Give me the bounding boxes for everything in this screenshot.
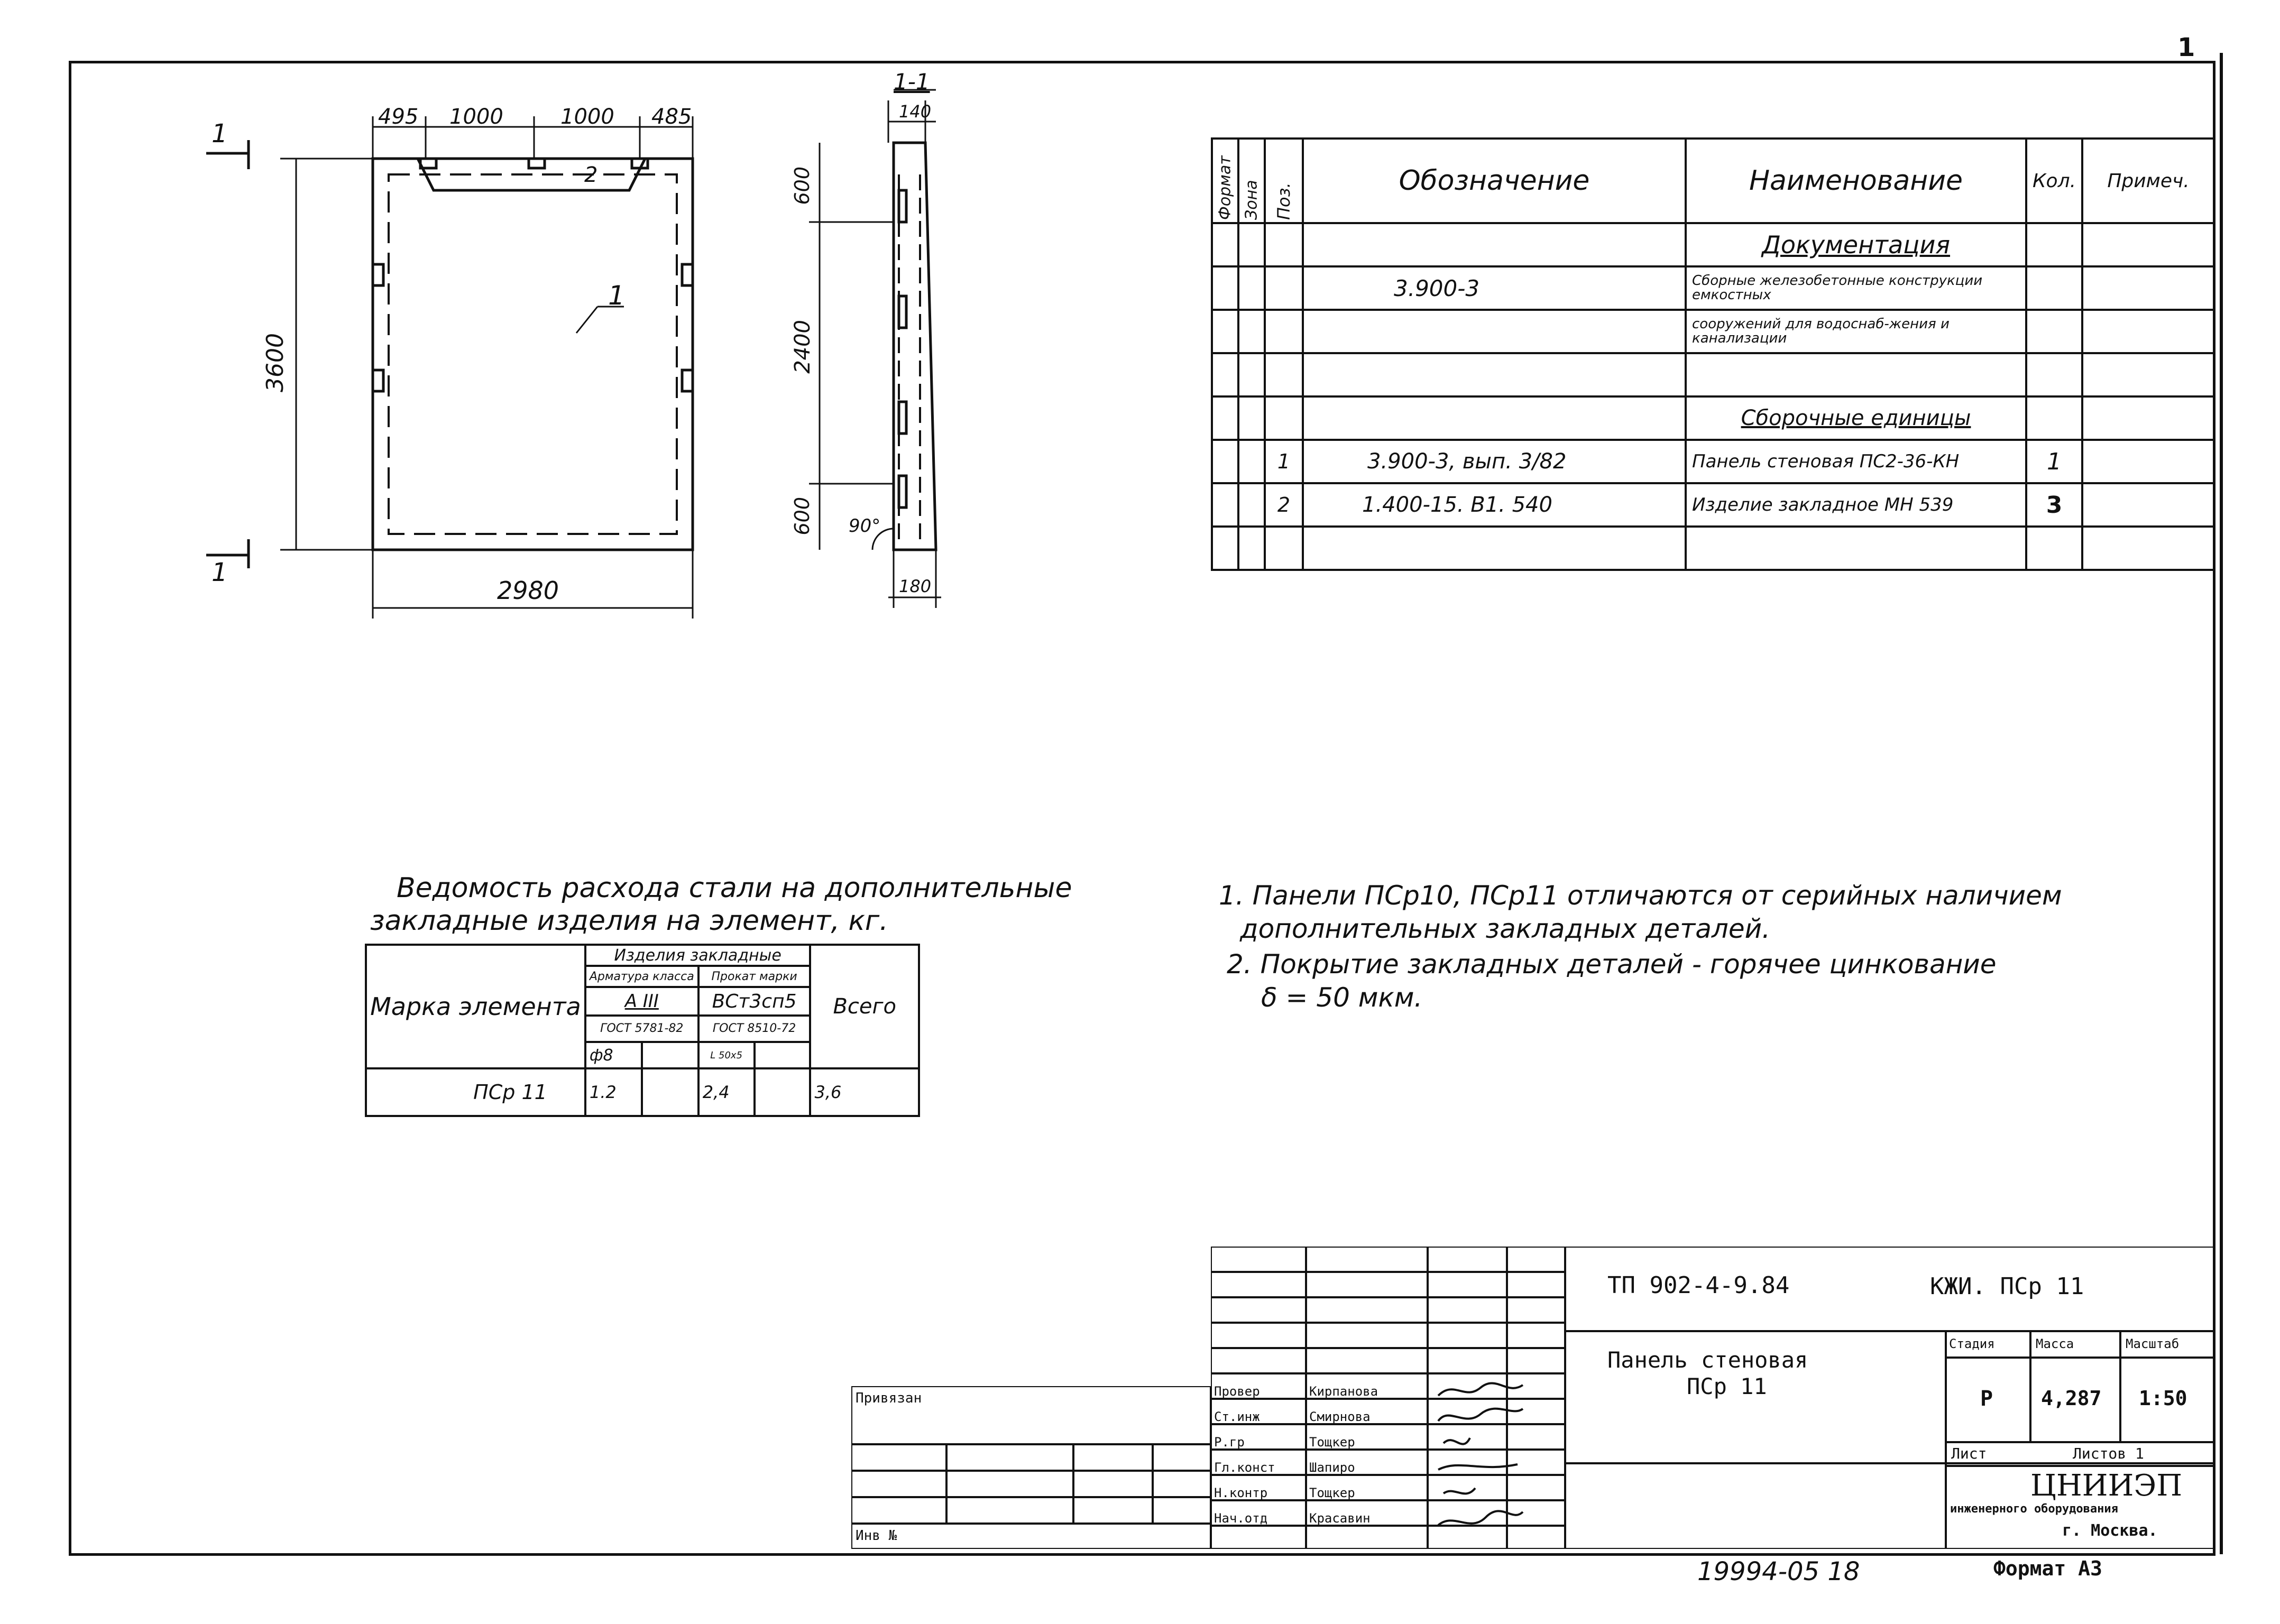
table-row <box>1212 527 2214 570</box>
section-title: 1-1 <box>894 69 930 95</box>
steel-col-b-type: Прокат марки <box>698 966 811 987</box>
section-dim-top: 600 <box>790 167 814 205</box>
signer-role-2: Ст.инж <box>1214 1409 1260 1424</box>
steel-mark-header-text: Марка элемента <box>370 992 581 1021</box>
organization-name: ЦНИИЭП <box>2030 1469 2183 1503</box>
spec-row-designation: 1.400-15. В1. 540 <box>1303 483 1686 527</box>
callout-part-1: 1 <box>608 280 625 311</box>
signer-role-1: Провер <box>1214 1384 1260 1399</box>
spec-row-name: Документация <box>1686 223 2026 266</box>
steel-total-header: Всего <box>810 945 919 1068</box>
steel-table-title-2: закладные изделия на элемент, кг. <box>370 905 888 937</box>
spec-row-name: Сборочные единицы <box>1686 396 2026 440</box>
scale-value: 1:50 <box>2139 1387 2187 1410</box>
spec-row-name-text: Сборные железобетонные конструкции емкостных <box>1692 273 1983 303</box>
signatures <box>1433 1380 1539 1549</box>
stage-label: Стадия <box>1949 1336 1995 1351</box>
section-dim-middle: 2400 <box>790 320 815 374</box>
note-1-cont: дополнительных закладных деталей. <box>1240 914 1771 944</box>
spec-row-pos: 2 <box>1265 483 1303 527</box>
spec-header-name: Наименование <box>1686 139 2026 223</box>
steel-col-a-gost: ГОСТ 5781-82 <box>585 1016 698 1042</box>
privyazan-block <box>851 1386 1211 1549</box>
front-view-dashed <box>389 174 677 534</box>
spec-row-designation: 3.900-3, вып. 3/82 <box>1303 440 1686 483</box>
table-row <box>1212 310 2214 353</box>
signer-name-4: Шапиро <box>1309 1460 1355 1475</box>
table-row <box>1212 396 2214 440</box>
stage-value: Р <box>1980 1387 1993 1411</box>
steel-group-header: Изделия закладные <box>585 945 811 966</box>
spec-header-pos: Поз. <box>1265 139 1303 223</box>
page-number-mark: 1 <box>2177 33 2195 62</box>
section-dim-bottom: 600 <box>790 497 814 536</box>
steel-row-a: 1.2 <box>585 1068 642 1116</box>
sheet-code: КЖИ. ПСр 11 <box>1930 1273 2084 1300</box>
steel-col-a-dia: ф8 <box>585 1042 642 1068</box>
steel-row-mark: ПСр 11 <box>366 1068 585 1116</box>
mass-label: Масса <box>2036 1336 2074 1351</box>
table-row <box>1212 440 2214 483</box>
front-dim-top-2: 1000 <box>449 105 503 129</box>
table-row <box>1212 266 2214 310</box>
sheet-label: Лист <box>1951 1445 1987 1462</box>
signer-role-4: Гл.конст <box>1214 1460 1275 1475</box>
front-width-dim: 2980 <box>497 576 559 605</box>
steel-col-b-gost: ГОСТ 8510-72 <box>698 1016 811 1042</box>
note-2: 2. Покрытие закладных деталей - горячее цинкование <box>1227 949 1997 980</box>
spec-header-qty: Кол. <box>2026 139 2082 223</box>
spec-row-name <box>1686 310 2026 353</box>
archive-number: 19994-05 18 <box>1697 1557 1860 1586</box>
spec-row-name-text: сооружений для водоснаб-жения и канализации <box>1692 316 1950 346</box>
section-top-width: 140 <box>899 102 932 122</box>
signer-role-3: Р.гр <box>1214 1435 1245 1450</box>
spec-row-qty: 1 <box>2026 440 2082 483</box>
project-code: ТП 902-4-9.84 <box>1607 1272 1790 1299</box>
spec-row-pos: 1 <box>1265 440 1303 483</box>
signer-name-1: Кирпанова <box>1309 1384 1378 1399</box>
steel-mark-header <box>366 945 585 1068</box>
signer-role-6: Нач.отд <box>1214 1511 1268 1526</box>
table-row <box>1212 483 2214 527</box>
mass-value: 4,287 <box>2041 1387 2102 1410</box>
front-height-dim: 3600 <box>262 333 289 392</box>
note-1: 1. Панели ПСр10, ПСр11 отличаются от серийных наличием <box>1219 880 2062 911</box>
spec-row-name: Панель стеновая ПС2-36-КН <box>1686 440 2026 483</box>
section-mark-top: 1 <box>212 119 228 149</box>
note-2-cont: δ = 50 мкм. <box>1261 982 1423 1013</box>
signer-name-2: Смирнова <box>1309 1409 1371 1424</box>
spec-header-note: Примеч. <box>2082 139 2214 223</box>
spec-header-designation: Обозначение <box>1303 139 1686 223</box>
table-row <box>1212 353 2214 396</box>
section-mark-bottom: 1 <box>212 558 228 587</box>
front-dim-top-3: 1000 <box>560 105 614 129</box>
title-block-main <box>1565 1247 2215 1549</box>
drawing-title-line-1: Панель стеновая <box>1607 1347 1808 1373</box>
steel-col-a-grade: А III <box>585 987 698 1016</box>
spec-header-zone: Зона <box>1238 139 1265 223</box>
front-view-outline <box>373 159 693 550</box>
spec-row-qty: 3 <box>2026 483 2082 527</box>
table-row <box>1212 223 2214 266</box>
steel-row-b: 2,4 <box>698 1068 755 1116</box>
steel-table-title-1: Ведомость расхода стали на дополнительные <box>397 872 1072 904</box>
spec-row-name: Изделие закладное МН 539 <box>1686 483 2026 527</box>
signer-name-3: Тощкер <box>1309 1435 1355 1450</box>
front-dim-top-1: 495 <box>378 105 419 129</box>
signer-name-5: Тощкер <box>1309 1485 1355 1500</box>
sheet-format: Формат А3 <box>1993 1557 2102 1580</box>
steel-col-b-profile: L 50x5 <box>698 1042 755 1068</box>
signer-name-6: Красавин <box>1309 1511 1371 1526</box>
specification-table <box>1211 137 2215 571</box>
scale-label: Масштаб <box>2126 1336 2180 1351</box>
organization-sub: инженерного оборудования <box>1950 1502 2118 1516</box>
table-row <box>366 1068 919 1116</box>
spec-row-designation: 3.900-3 <box>1303 266 1686 310</box>
sheets-label: Листов 1 <box>2073 1445 2144 1462</box>
signer-role-5: Н.контр <box>1214 1485 1268 1500</box>
drawing-title-line-2: ПСр 11 <box>1687 1373 1767 1399</box>
privyazan-label: Привязан <box>856 1390 922 1406</box>
section-angle: 90° <box>849 515 881 537</box>
organization-city: г. Москва. <box>2062 1521 2158 1540</box>
steel-col-b-grade: ВСт3сп5 <box>698 987 811 1016</box>
steel-row-total: 3,6 <box>810 1068 919 1116</box>
spec-header-format: Формат <box>1212 139 1238 223</box>
spec-row-name <box>1686 266 2026 310</box>
front-dim-top-4: 485 <box>651 105 692 129</box>
callout-part-2: 2 <box>584 163 598 187</box>
steel-col-a-class: Арматура класса <box>585 966 698 987</box>
inventory-no-label: Инв № <box>856 1528 897 1544</box>
section-bottom-width: 180 <box>899 576 932 596</box>
steel-consumption-table <box>365 944 920 1117</box>
